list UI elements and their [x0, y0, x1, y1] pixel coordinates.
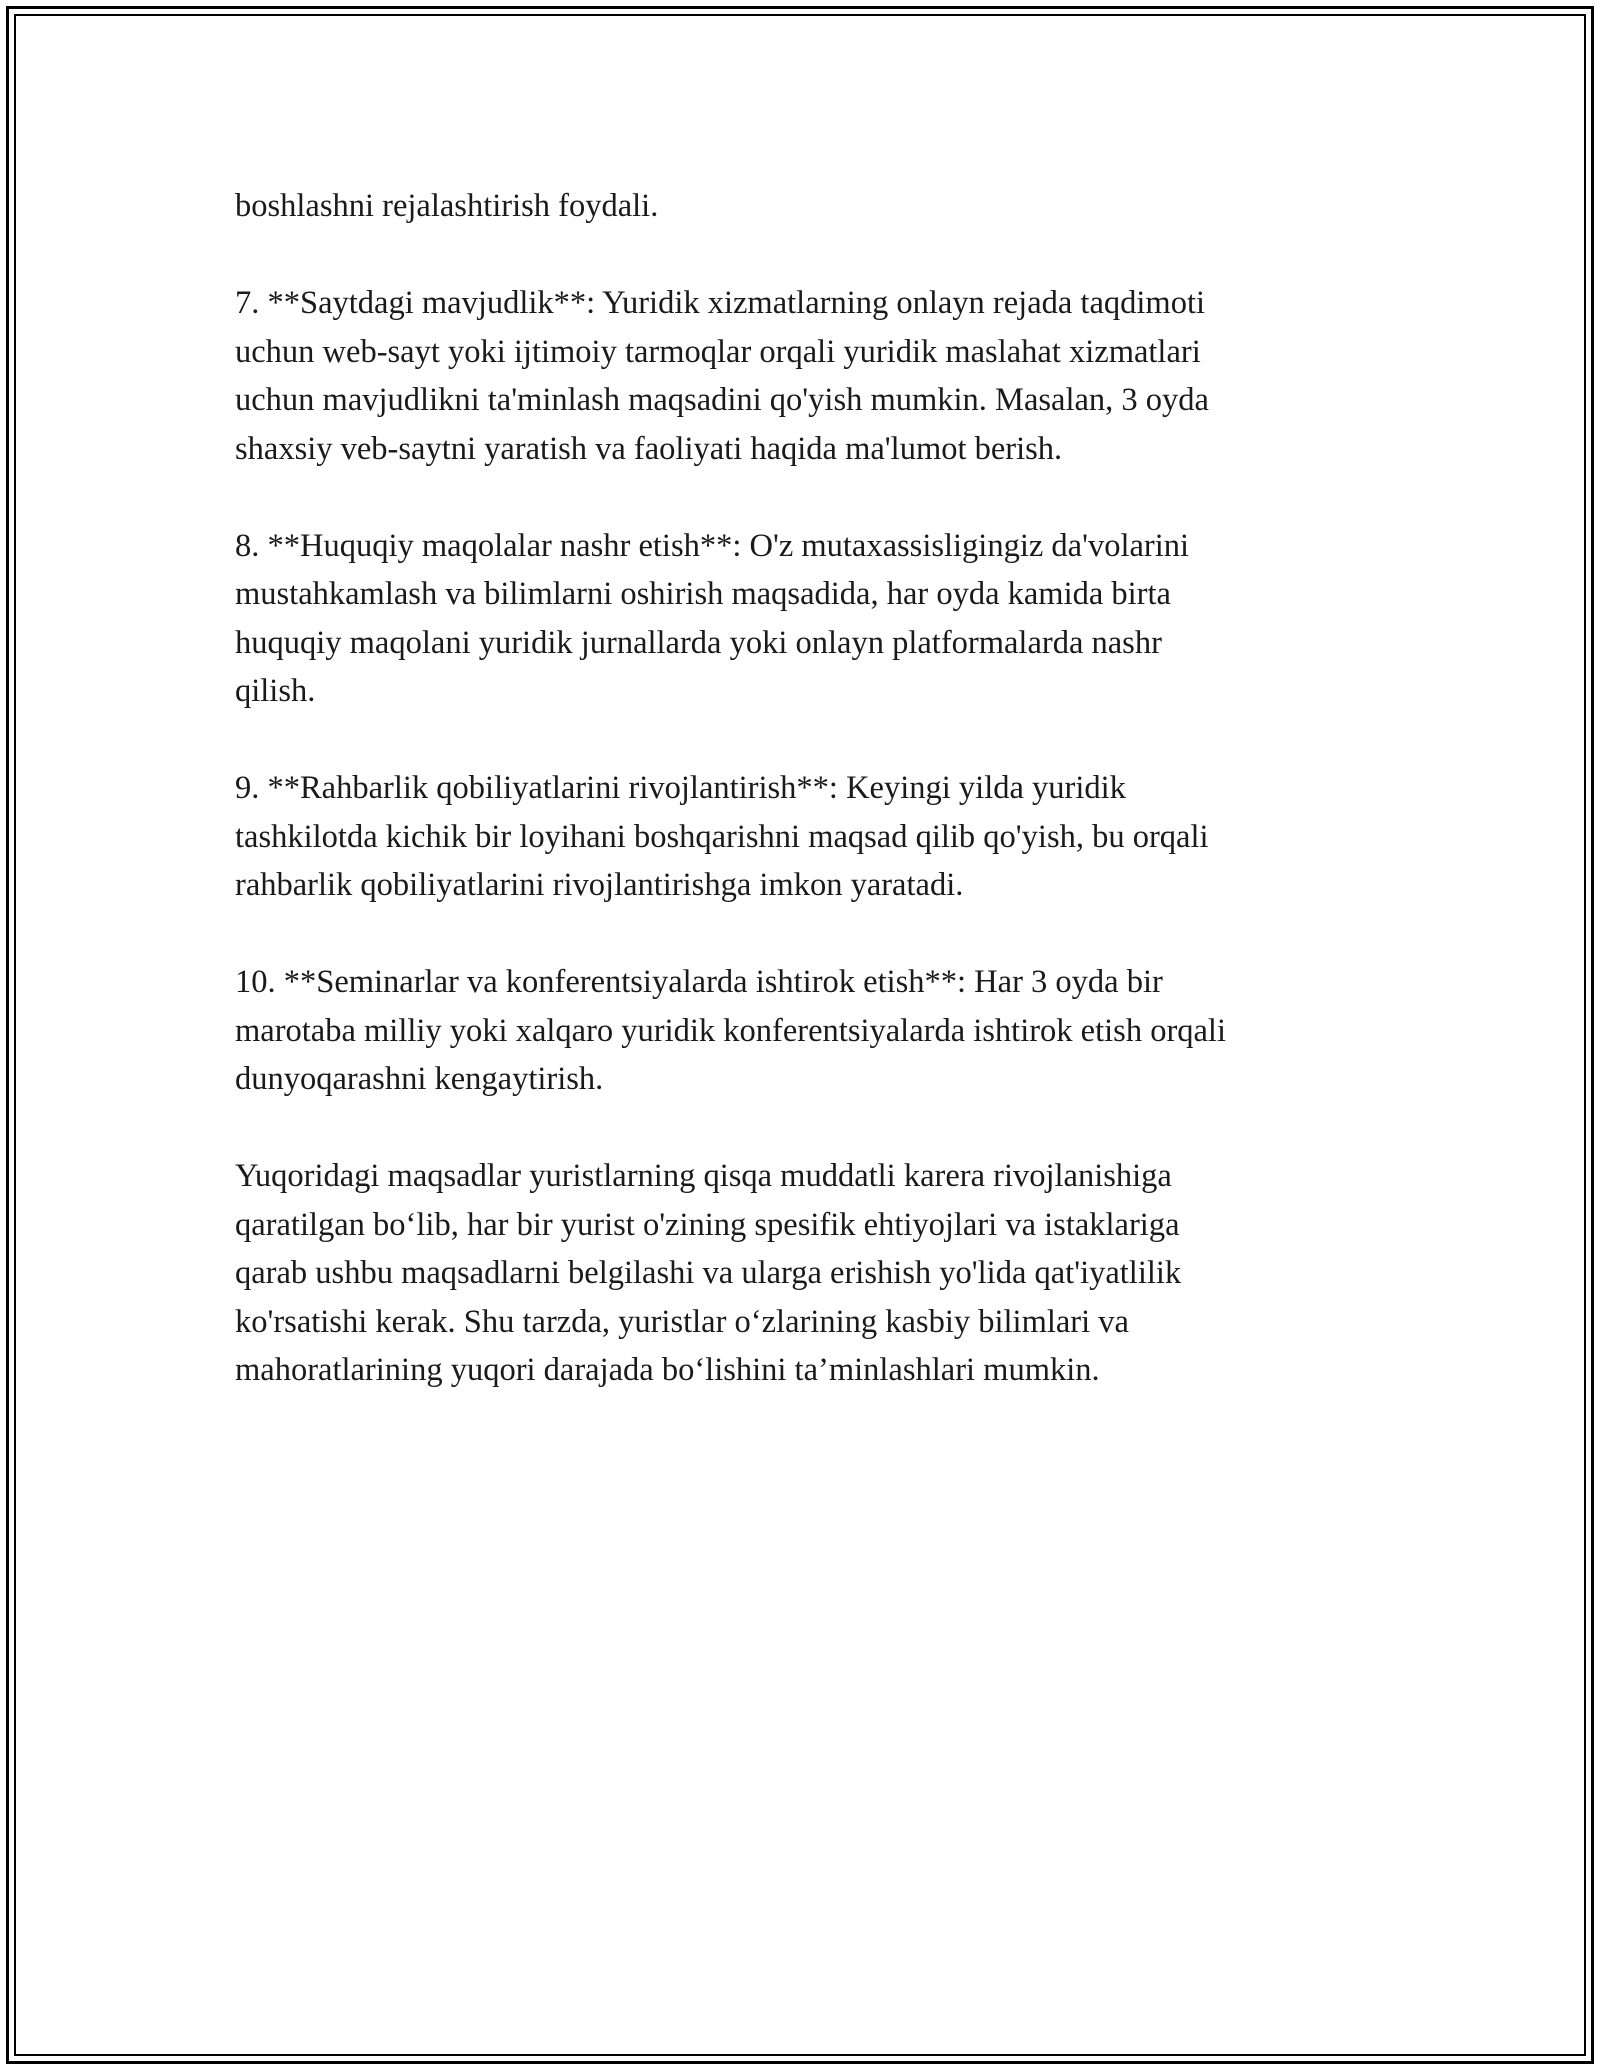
paragraph-continuation: boshlashni rejalashtirish foydali.	[235, 188, 659, 224]
document-body	[235, 182, 1375, 1443]
paragraph-item-8: 8. **Huquqiy maqolalar nashr etish**: O'z mutaxassisligingiz da'volarini mustahkamlash va bilimlarni oshirish maqsadida, har oyda kamida birta huquqiy maqolani yuridik jurnallarda yoki onlayn platformalarda nashr qilish.	[235, 527, 1190, 709]
paragraph-item-7: 7. **Saytdagi mavjudlik**: Yuridik xizmatlarning onlayn rejada taqdimoti uchun web-sayt yoki ijtimoiy tarmoqlar orqali yuridik maslahat xizmatlari uchun mavjudlikni ta'minlash maqsadini qo'yish mumkin. Masalan, 3 oyda shaxsiy veb-saytni yaratish va faoliyati haqida ma'lumot berish.	[235, 285, 1209, 467]
paragraph-conclusion: Yuqoridagi maqsadlar yuristlarning qisqa muddatli karera rivojlanishiga qaratilgan bo‘lib, har bir yurist o'zining spesifik ehtiyojlari va istaklariga qarab ushbu maqsadlarni belgilashi va ularga erishish yo'lida qat'iyatlilik ko'rsatishi kerak. Shu tarzda, yuristlar o‘zlarining kasbiy bilimlari va mahoratlarining yuqori darajada bo‘lishini ta’minlashlari mumkin.	[235, 1158, 1182, 1388]
paragraph-item-10: 10. **Seminarlar va konferentsiyalarda ishtirok etish**: Har 3 oyda bir marotaba milliy yoki xalqaro yuridik konferentsiyalarda ishtirok etish orqali dunyoqarashni kengaytirish.	[235, 964, 1226, 1097]
paragraph-item-9: 9. **Rahbarlik qobiliyatlarini rivojlantirish**: Keyingi yilda yuridik tashkilotda kichik bir loyihani boshqarishni maqsad qilib qo'yish, bu orqali rahbarlik qobiliyatlarini rivojlantirishga imkon yaratadi.	[235, 770, 1209, 903]
